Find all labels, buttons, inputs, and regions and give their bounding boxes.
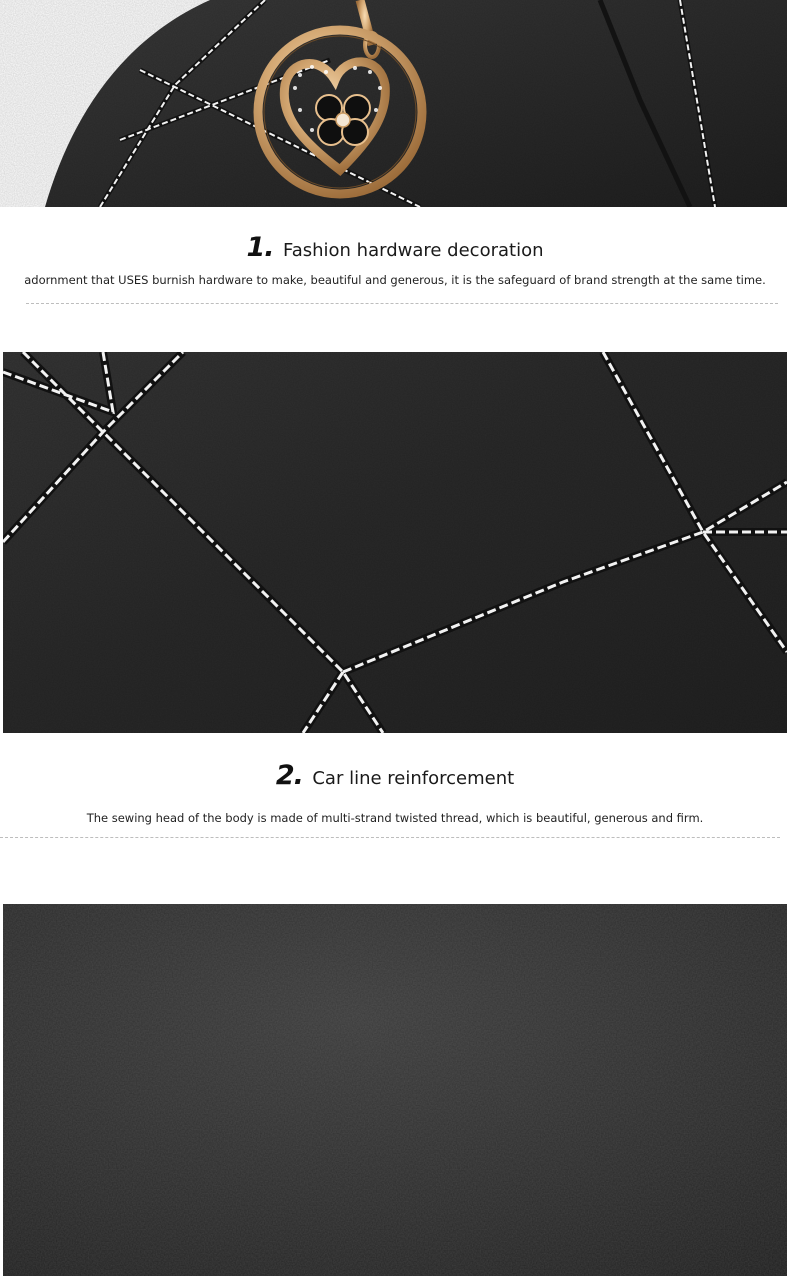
stitching-image (3, 352, 787, 733)
feature-2-title-text: Car line reinforcement (312, 768, 515, 789)
feature-2-number-dot: . (293, 760, 304, 791)
stitching-photo (3, 352, 787, 733)
feature-1-number-dot: . (264, 232, 275, 263)
hardware-charm-photo (0, 0, 787, 207)
section-divider-1 (26, 303, 778, 304)
feature-1-number: 1 (246, 232, 265, 263)
feature-2-description: The sewing head of the body is made of multi-strand twisted thread, which is beautiful, generous and firm. (86, 811, 704, 825)
leather-texture-image (3, 904, 787, 1276)
hardware-charm-image (0, 0, 787, 207)
feature-2-number: 2 (275, 760, 294, 791)
feature-1-title (0, 232, 790, 263)
section-divider-2 (0, 837, 780, 838)
leather-texture-photo (3, 904, 787, 1276)
feature-2-title (0, 760, 790, 791)
feature-1-description: adornment that USES burnish hardware to make, beautiful and generous, it is the safeguard of brand strength at the same time. (24, 273, 766, 287)
feature-1-title-text: Fashion hardware decoration (283, 240, 544, 261)
